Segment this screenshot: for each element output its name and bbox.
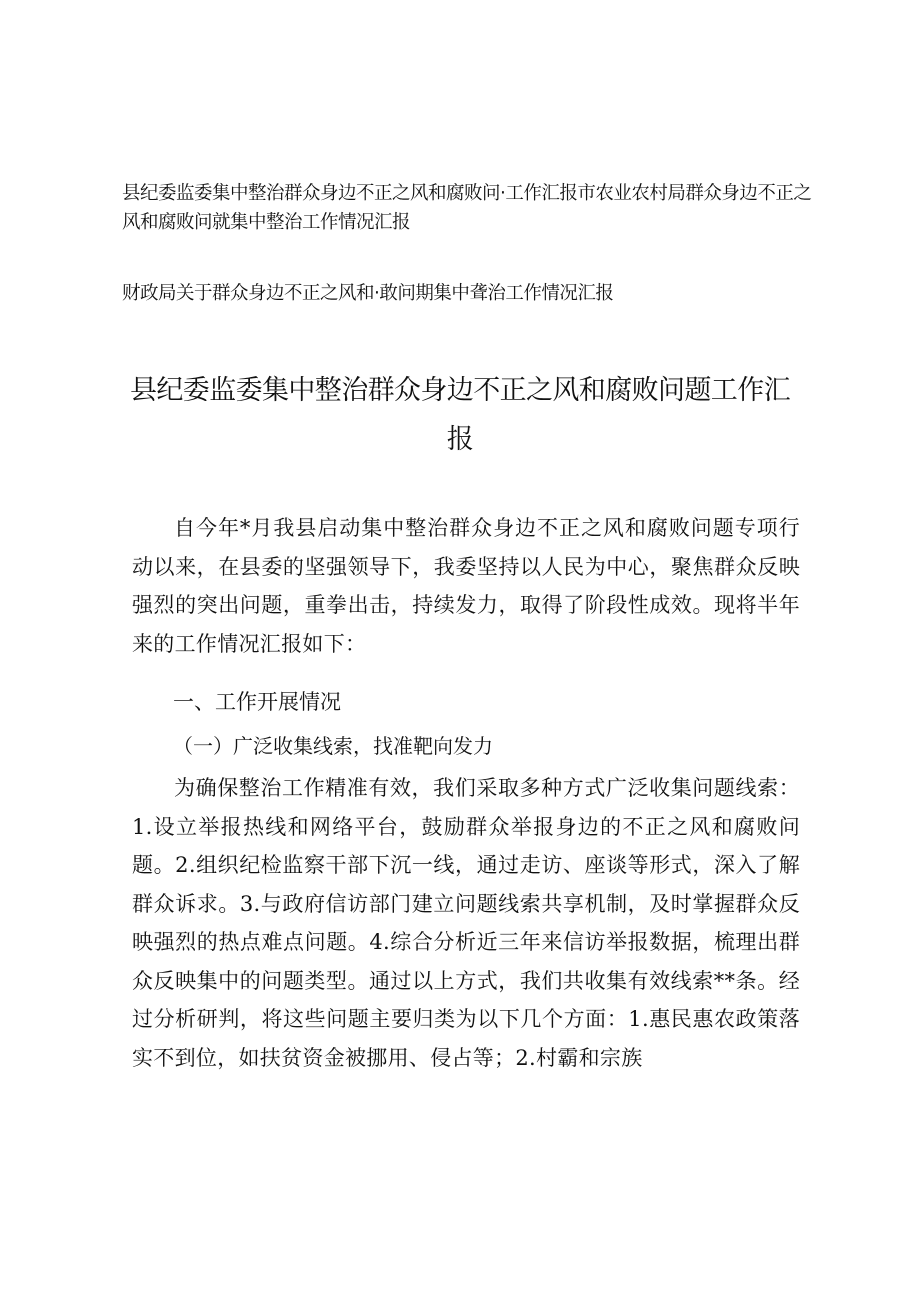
document-title: 县纪委监委集中整治群众身边不正之风和腐败问题工作汇报 <box>130 375 790 455</box>
subsection-paragraph <box>132 769 800 1077</box>
subsection-heading: （一）广泛收集线索，找准靶向发力 <box>173 734 493 758</box>
subsection-paragraph-text: 为确保整治工作精准有效，我们采取多种方式广泛收集问题线索：1.设立举报热线和网络平台，鼓励群众举报身边的不正之风和腐败问题。2.组织纪检监察干部下沉一线，通过走访、座谈等形式，深入了解群众诉求。3.与政府信访部门建立问题线索共享机制，及时掌握群众反映强烈的热点难点问题。4.综合分析近三年来信访举报数据，梳理出群众反映集中的问题类型。通过以上方式，我们共收集有效线索**条。经过分析研判，将这些问题主要归类为以下几个方面：1.惠民惠农政策落实不到位，如扶贫资金被挪用、侵占等；2.村霸和宗族 <box>132 776 800 1070</box>
toc-entry-2: 财政局关于群众身边不正之风和·敢问期集中聋治工作情况汇报 <box>122 283 614 304</box>
section-heading: 一、工作开展情况 <box>173 690 341 714</box>
intro-paragraph-text: 自今年*月我县启动集中整治群众身边不正之风和腐败问题专项行动以来，在县委的坚强领导下，我委坚持以人民为中心，聚焦群众反映强烈的突出问题，重拳出击，持续发力，取得了阶段性成效。现将半年来的工作情况汇报如下： <box>132 516 800 656</box>
toc-entry-1: 县纪委监委集中整治群众身边不正之风和腐败问·工作汇报市农业农村局群众身边不正之风和腐败问就集中整治工作情况汇报 <box>122 183 812 233</box>
intro-paragraph <box>132 509 800 663</box>
